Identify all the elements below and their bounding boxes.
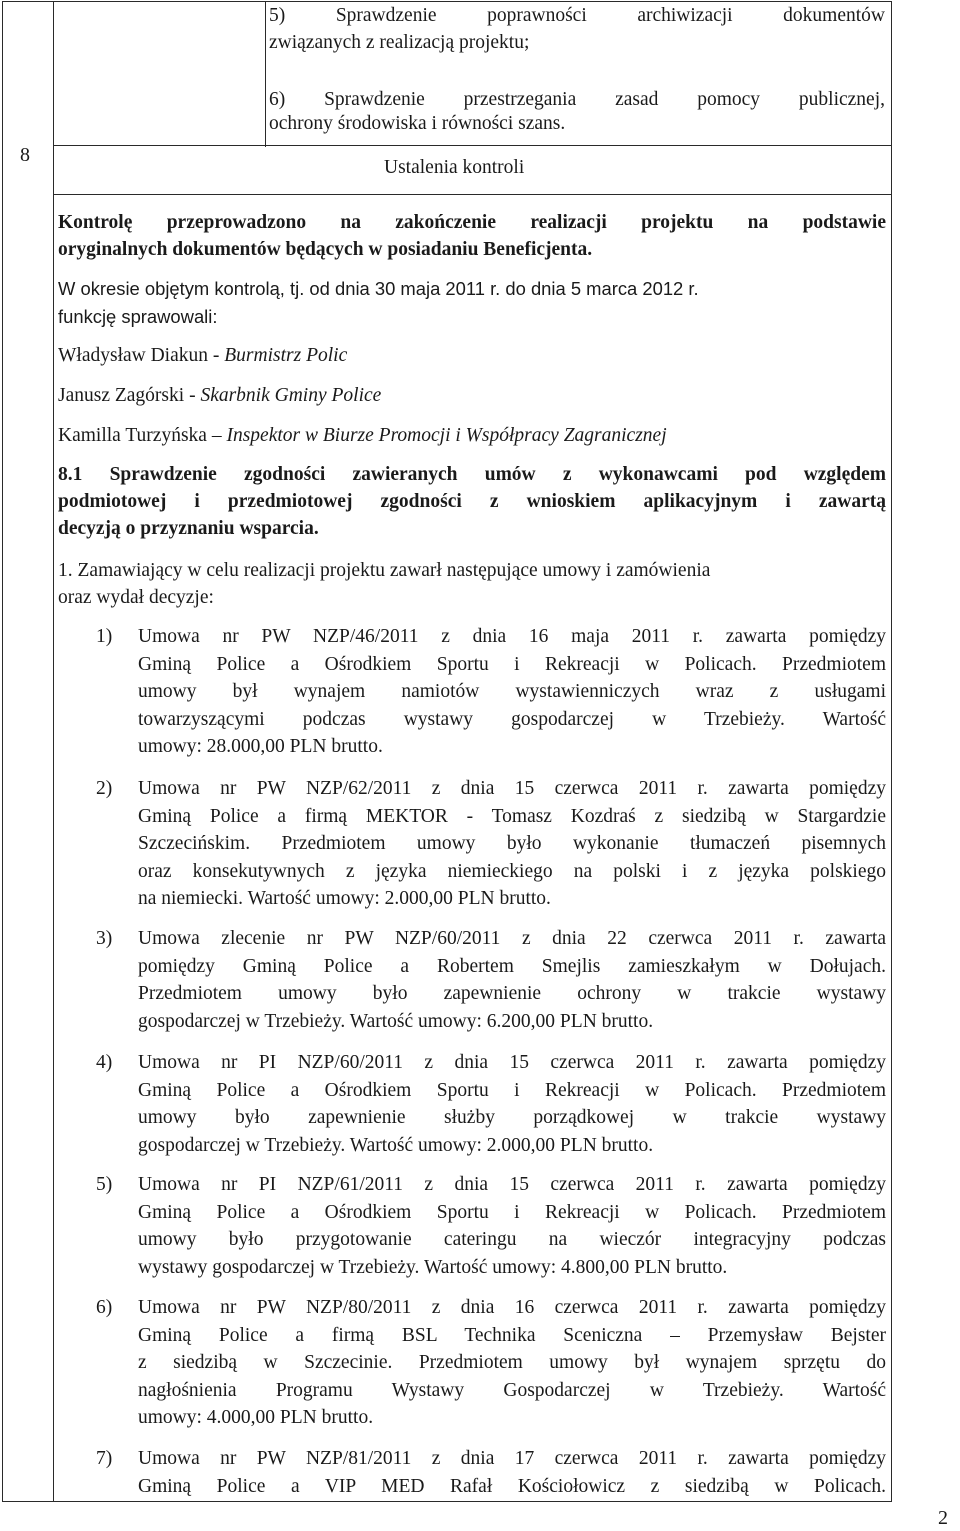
contract-text — [138, 1445, 886, 1500]
contract-number: 7) — [96, 1448, 113, 1469]
check-item-6-line1: 6) Sprawdzenie przestrzegania zasad pomocy publicznej, — [269, 89, 885, 110]
contract-line: Umowa nr PW NZP/80/2011 z dnia 16 czerwca 2011 r. zawarta pomiędzy — [138, 1297, 886, 1318]
contract-line: umowy: 28.000,00 PLN brutto. — [138, 736, 383, 757]
official-name: Janusz Zagórski — [58, 385, 185, 406]
contract-text — [138, 1049, 886, 1159]
official-role: Inspektor w Biurze Promocji i Współpracy Zagranicznej — [226, 425, 667, 446]
contract-line: na niemiecki. Wartość umowy: 2.000,00 PLN brutto. — [138, 888, 551, 909]
contract-number: 1) — [96, 626, 113, 647]
contract-line: Gminą Police a Ośrodkiem Sportu i Rekreacji w Policach. Przedmiotem — [138, 1079, 886, 1101]
point-1-line1: 1. Zamawiający w celu realizacji projektu zawarł następujące umowy i zamówienia — [58, 560, 711, 581]
contract-number: 6) — [96, 1297, 113, 1318]
check-item-6-line2: ochrony środowiska i równości szans. — [269, 113, 566, 134]
column-separator — [53, 2, 54, 1501]
contract-line: Umowa nr PW NZP/81/2011 z dnia 17 czerwca 2011 r. zawarta pomiędzy — [138, 1448, 886, 1469]
contract-number: 3) — [96, 928, 113, 949]
contract-line: gospodarczej w Trzebieży. Wartość umowy: 2.000,00 PLN brutto. — [138, 1134, 654, 1156]
contract-line: pomiędzy Gminą Police a Robertem Smejlis zamieszkałym w Dołujach. — [138, 955, 886, 977]
official-name: Władysław Diakun — [58, 345, 209, 366]
contract-text — [138, 775, 886, 913]
contract-line: Gminą Police a VIP MED Rafał Kościołowicz z siedzibą w Policach. — [138, 1475, 886, 1497]
point-1-line2: oraz wydał decyzje: — [58, 587, 214, 608]
intro-period-line: W okresie objętym kontrolą, tj. od dnia 30 maja 2011 r. do dnia 5 marca 2012 r. — [58, 278, 699, 299]
row-number: 8 — [20, 144, 30, 166]
contract-line: Umowa zlecenie nr PW NZP/60/2011 z dnia 22 czerwca 2011 r. zawarta — [138, 928, 886, 949]
contract-line: z siedzibą w Szczecinie. Przedmiotem umowy był wynajem sprzętu do — [138, 1352, 886, 1373]
contract-number: 4) — [96, 1052, 113, 1073]
contract-text — [138, 623, 886, 761]
section-8-1-line2: podmiotowej i przedmiotowej zgodności z wnioskiem aplikacyjnym i zawartą — [58, 491, 886, 512]
contract-line: umowy był wynajem namiotów wystawienniczych wraz z usługami — [138, 681, 886, 702]
section-8-1-line1: 8.1 Sprawdzenie zgodności zawieranych umów z wykonawcami pod względem — [58, 464, 886, 485]
section-8-1-line3: decyzją o przyznaniu wsparcia. — [58, 518, 319, 539]
section-title: Ustalenia kontroli — [384, 157, 525, 178]
row-separator-2 — [53, 194, 891, 195]
intro-bold-line1: Kontrolę przeprowadzono na zakończenie realizacji projektu na podstawie — [58, 212, 886, 233]
cell-separator — [265, 2, 266, 147]
official-separator: - — [184, 385, 201, 406]
check-item-5-line1: 5) Sprawdzenie poprawności archiwizacji dokumentów — [269, 5, 885, 26]
check-item-5-line2: związanych z realizacją projektu; — [269, 32, 530, 53]
contract-line: Gminą Police a Ośrodkiem Sportu i Rekreacji w Policach. Przedmiotem — [138, 1201, 886, 1223]
contract-line: nagłośnienia Programu Wystawy Gospodarczej w Trzebieży. Wartość — [138, 1379, 886, 1401]
official-role: Burmistrz Polic — [224, 345, 348, 366]
contract-line: Gminą Police a firmą MEKTOR - Tomasz Kozdraś z siedzibą w Stargardzie — [138, 805, 886, 827]
contract-number: 5) — [96, 1174, 113, 1195]
contract-text — [138, 1171, 886, 1281]
contract-line: umowy było przygotowanie cateringu na wieczór integracyjny podczas — [138, 1229, 886, 1250]
contract-line: umowy było zapewnienie służby porządkowej w trakcie wystawy — [138, 1107, 886, 1128]
contract-line: Gminą Police a Ośrodkiem Sportu i Rekreacji w Policach. Przedmiotem — [138, 653, 886, 675]
official-name: Kamilla Turzyńska — [58, 425, 207, 446]
contract-line: Umowa nr PI NZP/60/2011 z dnia 15 czerwca 2011 r. zawarta pomiędzy — [138, 1052, 886, 1073]
contract-line: oraz konsekutywnych z języka niemieckiego na polski i z języka polskiego — [138, 860, 886, 882]
official-1 — [58, 342, 347, 370]
official-separator: – — [206, 425, 227, 446]
official-role: Skarbnik Gminy Police — [200, 385, 382, 406]
contract-line: Umowa nr PW NZP/62/2011 z dnia 15 czerwca 2011 r. zawarta pomiędzy — [138, 778, 886, 799]
contract-number: 2) — [96, 778, 113, 799]
contract-line: wystawy gospodarczej w Trzebieży. Wartość umowy: 4.800,00 PLN brutto. — [138, 1256, 728, 1278]
contract-text — [138, 925, 886, 1035]
official-separator: - — [208, 345, 225, 366]
contract-line: Przedmiotem umowy było zapewnienie ochrony w trakcie wystawy — [138, 983, 886, 1004]
contract-line: Umowa nr PW NZP/46/2011 z dnia 16 maja 2011 r. zawarta pomiędzy — [138, 626, 886, 647]
page-number: 2 — [938, 1507, 948, 1529]
row-separator-1 — [53, 145, 891, 146]
intro-function-line: funkcję sprawowali: — [58, 306, 218, 327]
contract-text — [138, 1294, 886, 1432]
contract-line: umowy: 4.000,00 PLN brutto. — [138, 1407, 374, 1428]
intro-bold-line2: oryginalnych dokumentów będących w posiadaniu Beneficjenta. — [58, 239, 593, 260]
contract-line: Umowa nr PI NZP/61/2011 z dnia 15 czerwca 2011 r. zawarta pomiędzy — [138, 1174, 886, 1195]
contract-line: towarzyszącymi podczas wystawy gospodarczej w Trzebieży. Wartość — [138, 708, 886, 730]
official-2 — [58, 382, 381, 410]
contract-line: gospodarczej w Trzebieży. Wartość umowy: 6.200,00 PLN brutto. — [138, 1010, 654, 1032]
official-3 — [58, 422, 667, 450]
contract-line: Szczecińskim. Przedmiotem umowy było wykonanie tłumaczeń pisemnych — [138, 833, 886, 854]
contract-line: Gminą Police a firmą BSL Technika Sceniczna – Przemysław Bejster — [138, 1324, 886, 1346]
